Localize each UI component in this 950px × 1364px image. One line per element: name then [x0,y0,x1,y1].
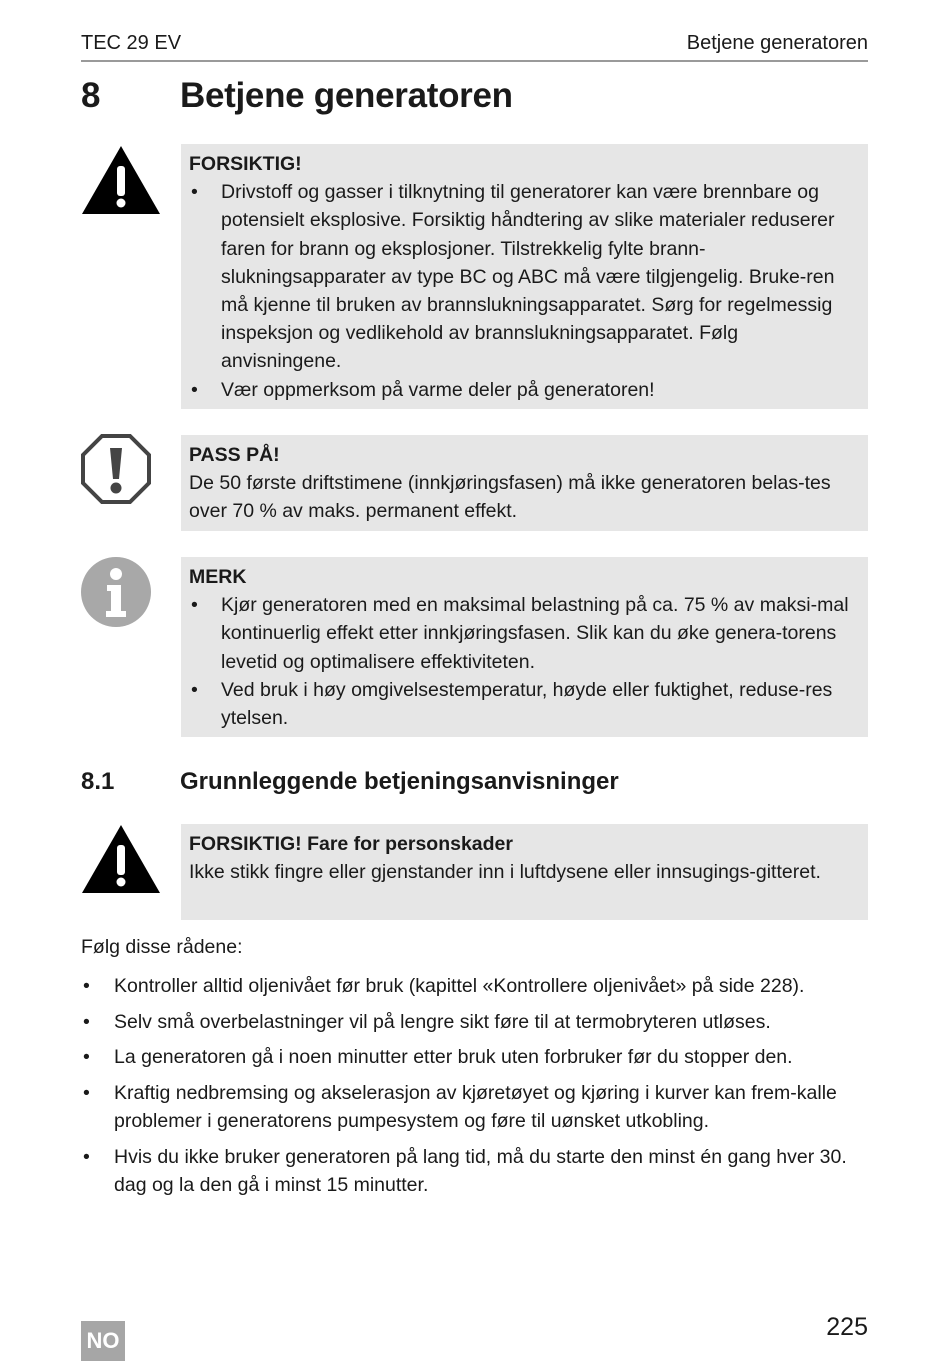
chapter-title: Betjene generatoren [180,76,513,115]
warning-triangle-icon [80,144,162,216]
list-item: • Kontroller alltid oljenivået før bruk (kapittel «Kontrollere oljenivået» på side 228). [81,972,871,1001]
notice-title: PASS PÅ! [189,444,280,466]
list-item: • Vær oppmerksom på varme deler på generatoren! [189,376,860,404]
chapter-number: 8 [81,76,101,115]
advice-intro: Følg disse rådene: [81,936,243,958]
language-tab: NO [81,1321,125,1361]
caution-injury-box [181,824,868,920]
section-title: Grunnleggende betjeningsanvisninger [180,768,619,795]
section-number: 8.1 [81,768,115,795]
info-icon [80,556,152,628]
caution-box [181,144,868,409]
note-list [189,591,860,732]
note-title: MERK [189,566,247,588]
list-item: • Kjør generatoren med en maksimal belastning på ca. 75 % av maksi-mal kontinuerlig effekt etter innkjøringsfasen. Slik kan du øke genera-torens levetid og optimalisere effektiviteten. [189,591,860,676]
header-chapter: Betjene generatoren [686,32,868,54]
caution-injury-text: Ikke stikk fingre eller gjenstander inn i luftdysene eller innsugings-gitteret. [189,861,821,884]
note-box [181,557,868,737]
header-model: TEC 29 EV [81,32,182,54]
caution-injury-title: FORSIKTIG! Fare for personskader [189,833,513,855]
advice-list [81,972,871,1207]
running-header [81,30,868,62]
list-item: • Kraftig nedbremsing og akselerasjon av kjøretøyet og kjøring i kurver kan frem-kalle problemer i generatorens pumpesystem og føre til uønsket utkobling. [81,1079,871,1136]
octagon-exclamation-icon [80,433,152,505]
caution-list [189,178,860,404]
warning-triangle-icon [80,823,162,895]
notice-box [181,435,868,531]
page-number: 225 [826,1313,868,1341]
caution-title: FORSIKTIG! [189,153,302,175]
list-item: • Drivstoff og gasser i tilknytning til generatorer kan være brennbare og potensielt eksplosive. Forsiktig håndtering av slike materialer reduserer faren for brann og eksplosjoner. Tilstrekkelig fylte brann-slukningsapparater av type BC og ABC må være tilgjengelig. Bruke-ren må kjenne til bruken av brannslukningsapparatet. Sørg for regelmessig inspeksjon og vedlikehold av brannslukningsapparatet. Følg anvisningene. [189,178,860,375]
list-item: • Selv små overbelastninger vil på lengre sikt føre til at termobryteren utløses. [81,1008,871,1037]
list-item: • Ved bruk i høy omgivelsestemperatur, høyde eller fuktighet, reduse-res ytelsen. [189,676,860,732]
notice-text: De 50 første driftstimene (innkjøringsfasen) må ikke generatoren belas-tes over 70 % av maks. permanent effekt. [189,472,831,523]
list-item: • Hvis du ikke bruker generatoren på lang tid, må du starte den minst én gang hver 30. dag og la den gå i minst 15 minutter. [81,1143,871,1200]
list-item: • La generatoren gå i noen minutter etter bruk uten forbruker før du stopper den. [81,1043,871,1072]
